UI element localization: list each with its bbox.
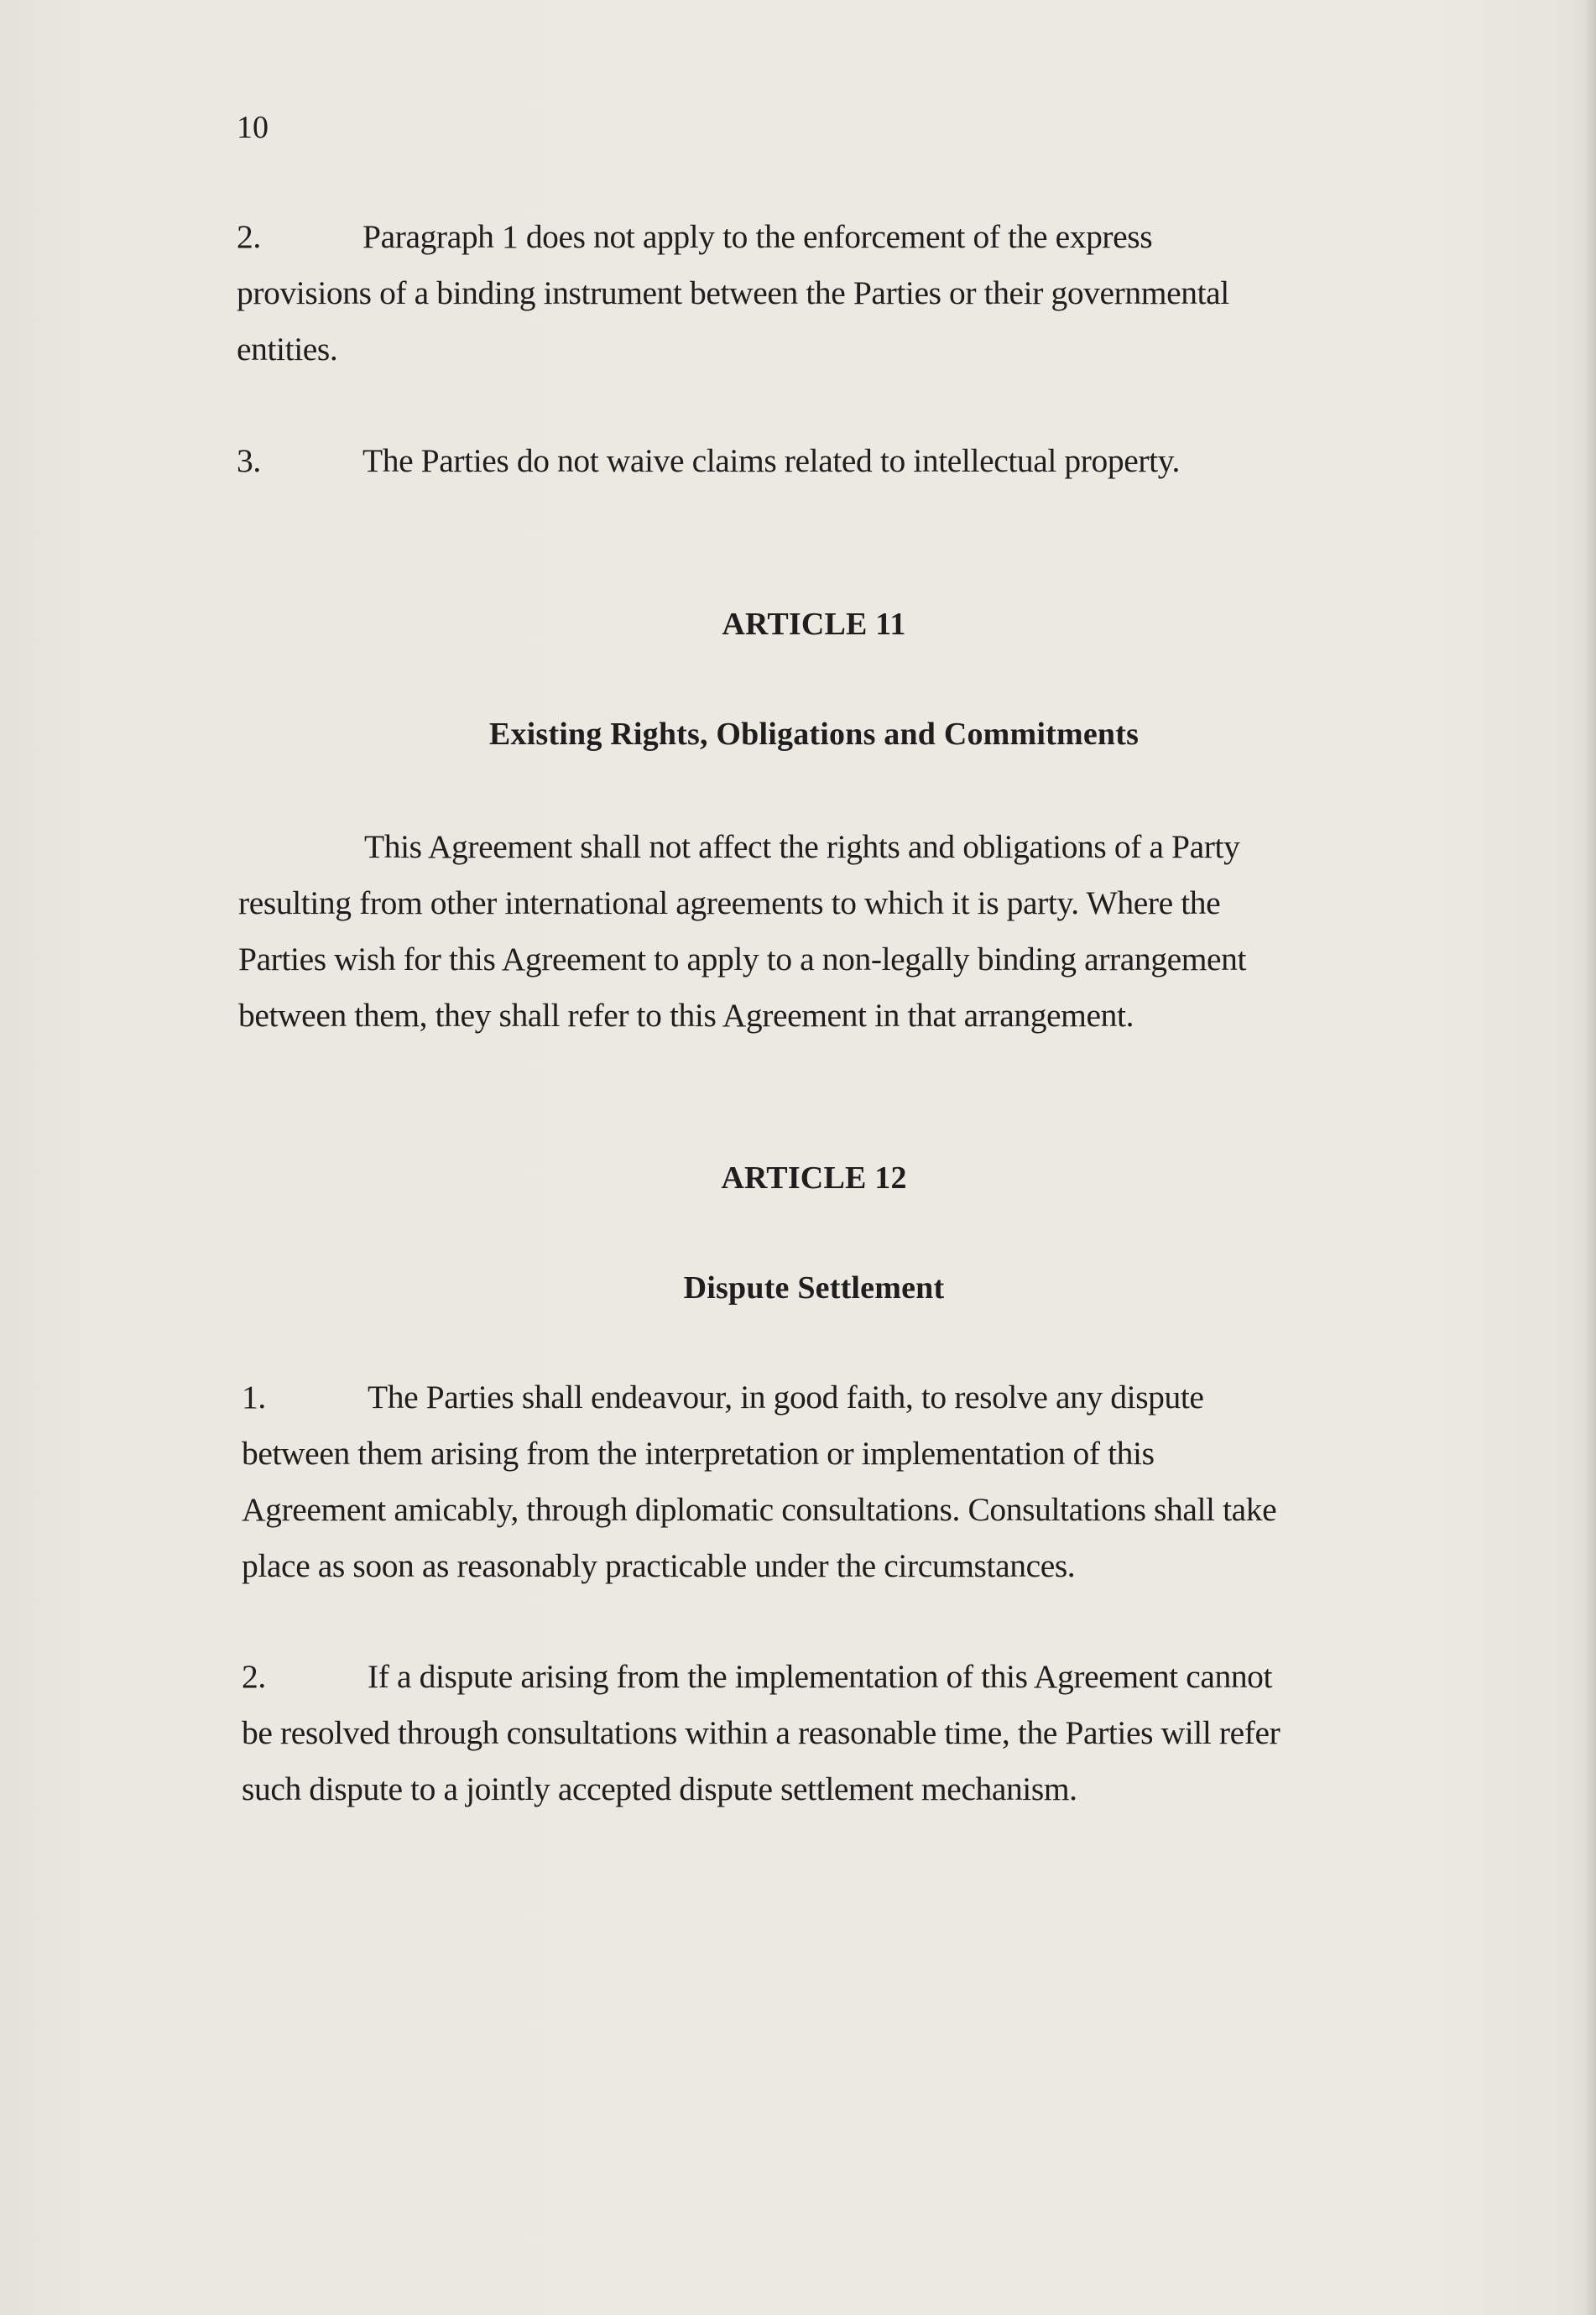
paragraph-line: This Agreement shall not affect the rights and obligations of a Party [364,828,1240,865]
paragraph-line: be resolved through consultations within a reasonable time, the Parties will refer [242,1714,1280,1751]
paragraph-line: between them, they shall refer to this Agreement in that arrangement. [238,997,1134,1034]
paragraph-number: 1. [242,1379,266,1416]
paragraph-line: resulting from other international agreements to which it is party. Where the [238,884,1221,921]
paragraph-line: such dispute to a jointly accepted dispute settlement mechanism. [242,1770,1077,1807]
paragraph-number: 2. [237,218,261,255]
paragraph-number: 3. [237,442,261,479]
paragraph-line: The Parties do not waive claims related to intellectual property. [362,442,1180,479]
paragraph-line: Agreement amicably, through diplomatic consultations. Consultations shall take [242,1491,1277,1528]
article11-paragraph [238,819,1246,1044]
paragraph-line: provisions of a binding instrument between the Parties or their governmental [237,274,1229,311]
paragraph-line: between them arising from the interpretation or implementation of this [242,1435,1155,1472]
article11-subheading: Existing Rights, Obligations and Commitments [488,717,1140,752]
article10-paragraph-3 [237,433,1180,489]
article10-paragraph-2 [237,209,1229,378]
paragraph-line: Paragraph 1 does not apply to the enforcement of the express [362,218,1153,255]
article12-subheading: Dispute Settlement [683,1270,945,1306]
paragraph-line: If a dispute arising from the implementation of this Agreement cannot [368,1658,1273,1695]
paragraph-line: place as soon as reasonably practicable under the circumstances. [242,1547,1076,1584]
article12-paragraph-1 [242,1369,1276,1594]
article11-heading: ARTICLE 11 [722,607,906,642]
paragraph-line: entities. [237,331,338,368]
paragraph-line: The Parties shall endeavour, in good faith, to resolve any dispute [368,1379,1204,1416]
article12-paragraph-2 [242,1649,1280,1817]
article12-heading: ARTICLE 12 [721,1160,907,1196]
page-edge-shadow [1584,0,1596,2315]
page-number: 10 [237,110,269,145]
paragraph-number: 2. [242,1658,266,1695]
paragraph-line: Parties wish for this Agreement to apply to a non-legally binding arrangement [238,941,1247,978]
